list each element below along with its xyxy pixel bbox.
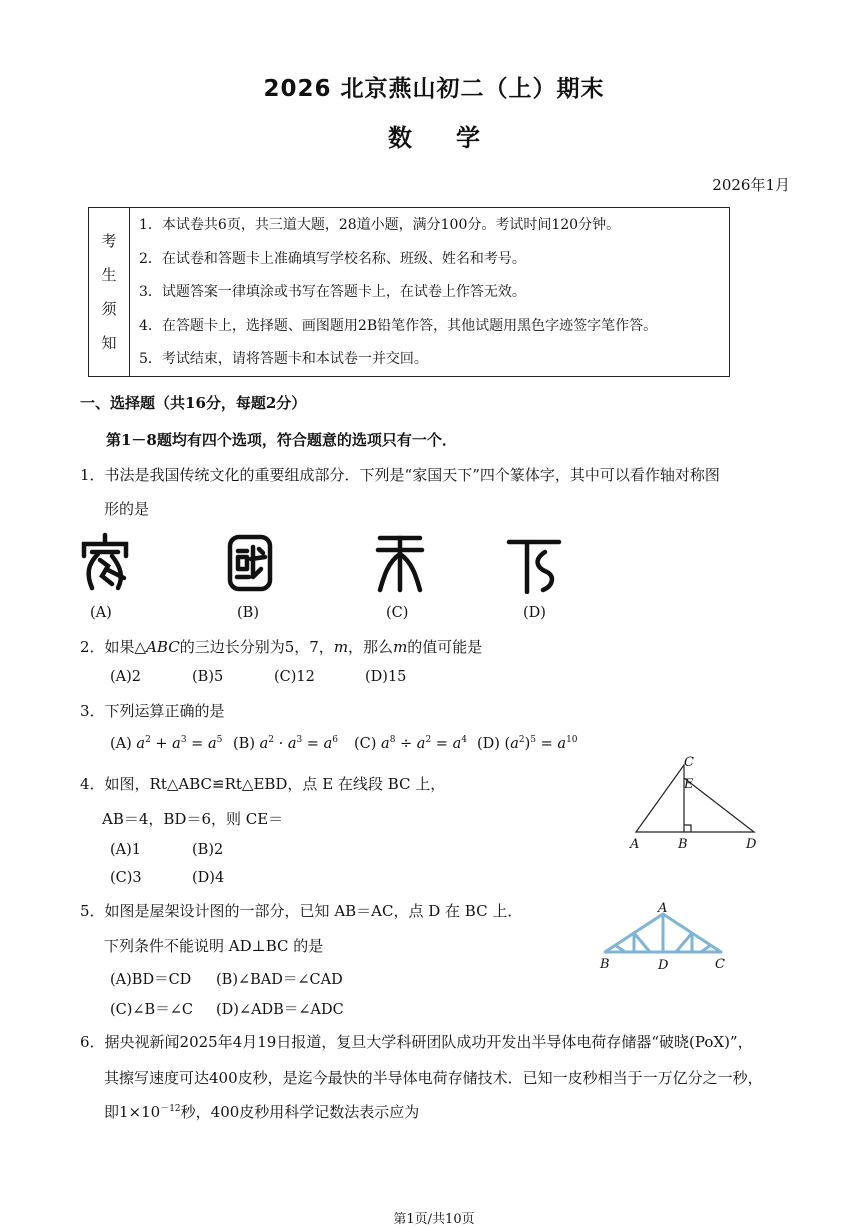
seal-glyph-tian — [372, 532, 428, 594]
q5-label-a: A — [658, 901, 668, 916]
section-heading: 一、选择题（共16分，每题2分） — [80, 394, 307, 412]
notice-item: 5．考试结束，请将答题卡和本试卷一并交回。 — [139, 351, 428, 367]
q2-stem-text: ，那么 — [348, 638, 394, 656]
q6-stem-line1: 6．据央视新闻2025年4月19日报道，复旦大学科研团队成功开发出半导体电荷存储器“破晓(PoX)”， — [80, 1033, 753, 1051]
q6-text: 秒，400皮秒用科学记数法表示应为 — [180, 1103, 420, 1121]
q6-stem-line2: 其擦写速度可达400皮秒，是迄今最快的半导体电荷存储技术．已知一皮秒相当于一万亿分之一秒， — [104, 1069, 763, 1087]
q4-figure — [620, 750, 770, 855]
q2-stem — [80, 636, 482, 657]
q4-label-b: B — [678, 837, 688, 852]
q2-stem-text: 的三边长分别为5，7， — [179, 638, 334, 656]
q4-option: (D)4 — [192, 870, 225, 886]
q4-option: (A)1 — [110, 842, 142, 858]
q2-stem-var: ABC — [146, 638, 180, 656]
q1-option-label: (C) — [386, 605, 409, 621]
notice-item: 4．在答题卡上，选择题、画图题用2B铅笔作答，其他试题用黑色字迹签字笔作答。 — [139, 318, 658, 334]
q2-stem-text: 2．如果△ — [80, 638, 147, 656]
q2-stem-var: m — [333, 638, 349, 656]
q5-option: (C)∠B＝∠C — [110, 1002, 193, 1018]
page-title: 2026 北京燕山初二（上）期末 — [263, 76, 605, 102]
q4-option: (C)3 — [110, 870, 142, 886]
q5-label-d: D — [658, 958, 669, 973]
notice-box — [88, 207, 730, 377]
seal-glyph-xia — [505, 534, 563, 594]
notice-label-char: 考 — [101, 232, 117, 250]
q4-label-e: E — [684, 777, 694, 792]
q3-option-b: (B) $a^2 \cdot a^3 = a^6$ — [233, 735, 338, 752]
q4-label-c: C — [684, 755, 694, 770]
notice-label — [89, 208, 130, 376]
q5-stem-line1: 5．如图是屋架设计图的一部分，已知 AB＝AC，点 D 在 BC 上． — [80, 902, 523, 920]
q5-option: (D)∠ADB＝∠ADC — [216, 1002, 344, 1018]
section-instruction: 第1－8题均有四个选项，符合题意的选项只有一个． — [106, 431, 457, 449]
q4-stem-line1: 4．如图，Rt△ABC≌Rt△EBD，点 E 在线段 BC 上， — [80, 775, 446, 793]
q4-label-a: A — [630, 837, 640, 852]
q5-option: (A)BD＝CD — [110, 972, 192, 988]
q5-label-b: B — [600, 957, 610, 972]
page-footer: 第1页/共10页 — [393, 1212, 475, 1227]
q1-option-label: (B) — [237, 605, 259, 621]
q1-option-label: (D) — [523, 605, 546, 621]
notice-label-char: 知 — [101, 334, 117, 352]
q2-stem-var: m — [393, 638, 408, 656]
q3-stem: 3．下列运算正确的是 — [80, 702, 225, 720]
q4-option: (B)2 — [192, 842, 224, 858]
q3-option-a: (A) $a^2 + a^3 = a^5$ — [110, 735, 223, 752]
q3-option-d: (D) $(a^2)^5 = a^{10}$ — [477, 735, 578, 752]
q2-option: (B)5 — [192, 669, 224, 685]
q6-stem-line3 — [104, 1101, 419, 1122]
q1-option-label: (A) — [90, 605, 112, 621]
q1-stem-line2: 形的是 — [104, 500, 150, 518]
q3-option-label: (A) — [110, 735, 132, 752]
seal-glyph-jia — [78, 532, 132, 592]
q5-stem-line2: 下列条件不能说明 AD⊥BC 的是 — [104, 937, 324, 955]
q4-label-d: D — [746, 837, 757, 852]
q3-option-label: (C) — [354, 735, 377, 752]
q5-option: (B)∠BAD＝∠CAD — [216, 972, 343, 988]
notice-item: 1．本试卷共6页，共三道大题，28道小题，满分100分。考试时间120分钟。 — [139, 217, 621, 233]
exam-date: 2026年1月 — [712, 176, 790, 194]
q2-option: (D)15 — [365, 669, 407, 685]
q3-option-label: (D) — [477, 735, 500, 752]
q5-roof-truss-figure — [595, 900, 735, 975]
notice-label-char: 生 — [101, 266, 117, 284]
seal-glyph-guo — [225, 533, 275, 593]
q3-option-c: (C) $a^8 \div a^2 = a^4$ — [354, 735, 467, 752]
q6-text: 即1×10 — [104, 1103, 161, 1121]
q1-stem-line1: 1．书法是我国传统文化的重要组成部分．下列是“家国天下”四个篆体字，其中可以看作轴对称图 — [80, 466, 720, 484]
notice-item: 3．试题答案一律填涂或书写在答题卡上，在试卷上作答无效。 — [139, 284, 526, 300]
subject-title: 数学 — [388, 124, 524, 152]
q6-exponent: －12 — [160, 1104, 181, 1114]
q4-stem-line2: AB＝4，BD＝6，则 CE＝ — [102, 810, 284, 828]
q3-option-label: (B) — [233, 735, 255, 752]
notice-label-char: 须 — [101, 300, 117, 318]
q2-stem-text: 的值可能是 — [407, 638, 483, 656]
q2-option: (C)12 — [274, 669, 315, 685]
q2-option: (A)2 — [110, 669, 142, 685]
notice-item: 2．在试卷和答题卡上准确填写学校名称、班级、姓名和考号。 — [139, 251, 526, 267]
q5-label-c: C — [715, 957, 725, 972]
